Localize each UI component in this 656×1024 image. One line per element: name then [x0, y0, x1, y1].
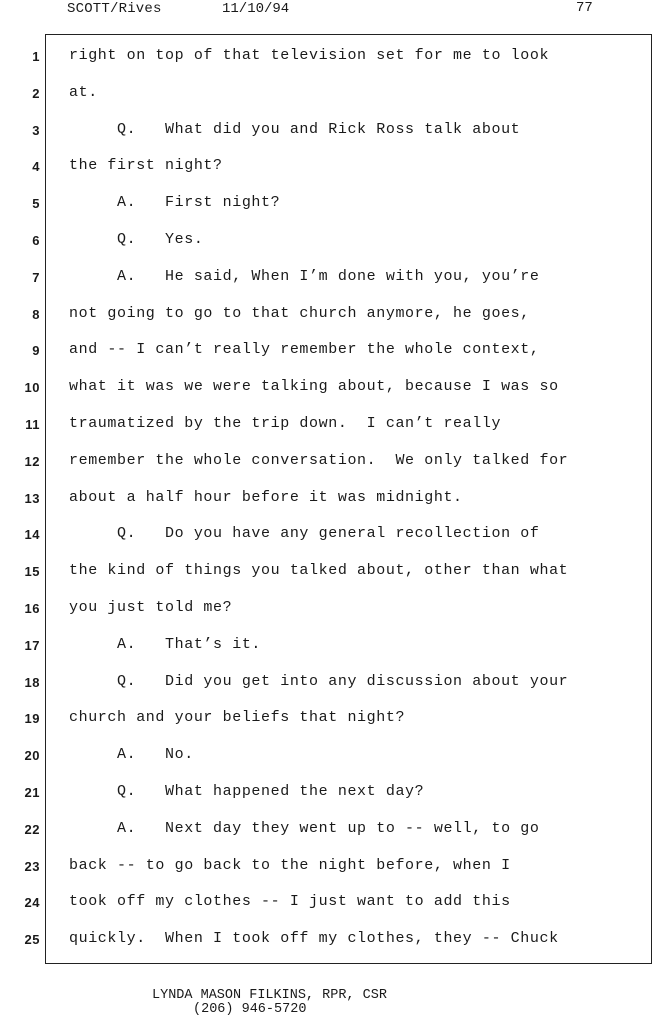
- line-number: 9: [32, 343, 40, 359]
- transcript-line: and -- I can’t really remember the whole context,: [69, 341, 540, 359]
- transcript-line: back -- to go back to the night before, when I: [69, 856, 511, 874]
- line-number: 1: [32, 49, 40, 64]
- line-number: 18: [24, 674, 40, 690]
- court-reporter-name: LYNDA MASON FILKINS, RPR, CSR: [152, 988, 387, 1003]
- transcript-line: A. No.: [69, 746, 194, 764]
- transcript-line: what it was we were talking about, because I was so: [69, 378, 559, 396]
- line-number: 22: [24, 821, 40, 837]
- transcript-line: traumatized by the trip down. I can’t really: [69, 415, 502, 432]
- transcript-line: Q. Did you get into any discussion about your: [69, 672, 569, 690]
- line-number: 20: [24, 748, 40, 764]
- line-number: 2: [32, 85, 40, 101]
- line-number: 5: [32, 196, 40, 212]
- transcript-line: you just told me?: [69, 599, 233, 616]
- transcript-line: Q. Yes.: [69, 231, 204, 248]
- page-header: [0, 0, 656, 24]
- line-number: 25: [24, 932, 40, 948]
- line-number: 10: [24, 380, 40, 396]
- transcript-line: Q. What did you and Rick Ross talk about: [69, 120, 521, 138]
- transcript-line: the kind of things you talked about, other than what: [69, 562, 569, 580]
- transcript-line: Q. What happened the next day?: [69, 783, 425, 800]
- transcript-line: A. That’s it.: [69, 635, 262, 653]
- line-number: 23: [24, 858, 40, 874]
- line-number: 15: [24, 564, 40, 580]
- case-name: SCOTT/Rives: [67, 1, 162, 17]
- transcript-line: church and your beliefs that night?: [69, 709, 406, 727]
- court-reporter-phone: (206) 946-5720: [193, 1002, 307, 1017]
- deposition-date: 11/10/94: [222, 1, 290, 17]
- transcript-line: the first night?: [69, 157, 223, 175]
- transcript-line: remember the whole conversation. We only talked for: [69, 451, 569, 469]
- line-number: 24: [24, 895, 40, 911]
- line-number: 17: [24, 637, 40, 653]
- transcript-line: A. First night?: [69, 194, 281, 212]
- line-number: 13: [24, 490, 40, 506]
- transcript-line: A. Next day they went up to -- well, to go: [69, 819, 540, 837]
- line-number: 7: [32, 269, 40, 285]
- line-number: 8: [32, 306, 40, 322]
- line-number: 14: [24, 527, 40, 543]
- line-number: 6: [32, 233, 40, 248]
- line-number: 21: [24, 785, 40, 800]
- line-number: 19: [24, 711, 40, 727]
- line-number: 16: [24, 601, 40, 616]
- line-number: 11: [25, 417, 40, 432]
- line-number: 12: [24, 453, 40, 469]
- line-number: 3: [32, 122, 40, 138]
- page-number: 77: [576, 0, 593, 16]
- line-number: 4: [32, 159, 40, 175]
- transcript-line: right on top of that television set for me to look: [69, 47, 550, 64]
- transcript-line: took off my clothes -- I just want to add this: [69, 893, 511, 911]
- transcript-line: not going to go to that church anymore, he goes,: [69, 304, 530, 322]
- transcript-line: at.: [69, 83, 98, 101]
- transcript-line: Q. Do you have any general recollection of: [69, 525, 540, 543]
- transcript-line: quickly. When I took off my clothes, they -- Chuck: [69, 930, 559, 948]
- transcript-line: about a half hour before it was midnight.: [69, 488, 463, 506]
- transcript-line: A. He said, When I’m done with you, you’re: [69, 267, 540, 285]
